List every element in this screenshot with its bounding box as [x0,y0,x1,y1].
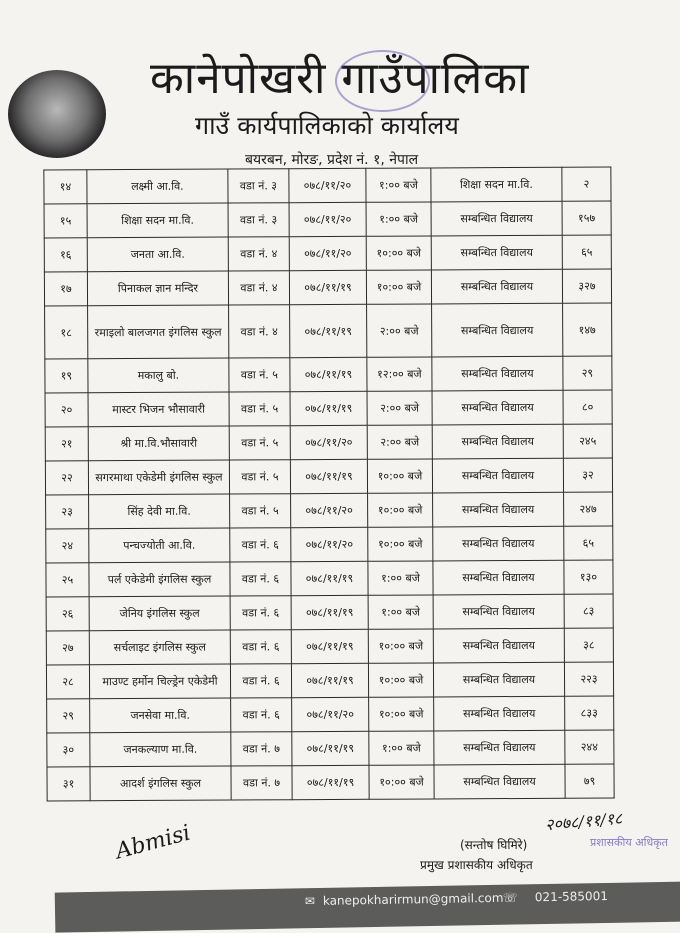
cell-school: आदर्श इंगलिस स्कुल [90,766,231,801]
cell-ward: वडा नं. ४ [228,271,289,305]
table-row [46,594,613,631]
cell-ward: वडा नं. ४ [229,305,290,358]
cell-school: पिनाकल ज्ञान मन्दिर [87,271,228,306]
cell-count: २४५ [563,424,612,458]
cell-school: सिंह देवी मा.वि. [89,494,230,529]
cell-school: जनकल्याण मा.वि. [90,732,231,767]
cell-time: १०:०० बजे [369,697,434,731]
cell-count: ८३ [564,594,613,628]
cell-ward: वडा नं. ५ [229,426,290,460]
cell-ward: वडा नं. ४ [228,237,289,271]
phone-icon: ☏ [502,890,518,905]
cell-count: २९ [563,356,612,390]
table-row [44,235,611,272]
cell-time: १०:०० बजे [366,236,431,270]
email-icon: ✉ [304,894,316,909]
cell-date: ०७८/११/१९ [289,270,366,304]
cell-date: ०७८/११/२० [289,168,366,202]
footer-email: kanepokharirmun@gmail.com [322,890,504,908]
cell-venue: सम्बन्धित विद्यालय [432,356,563,391]
cell-count: ६५ [564,526,613,560]
cell-count: १५७ [562,201,611,235]
cell-venue: सम्बन्धित विद्यालय [434,696,565,731]
cell-sn: २३ [46,495,89,529]
cell-sn: १६ [44,238,87,272]
cell-count: ८० [563,390,612,424]
table-row [44,201,611,238]
cell-venue: सम्बन्धित विद्यालय [432,390,563,425]
table-row [47,696,614,733]
office-stamp [335,50,430,112]
right-signature: २०७८/११/१८ [544,808,624,835]
cell-time: १:०० बजे [366,168,431,202]
cell-count: ३२ [563,458,612,492]
table-row [46,662,613,699]
cell-date: ०७८/११/१९ [291,663,368,697]
cell-time: १०:०० बजे [368,663,433,697]
cell-date: ०७८/११/२० [289,202,366,236]
cell-count: ३८ [564,628,613,662]
table-row [46,628,613,665]
cell-count: ७९ [565,764,614,798]
cell-date: ०७८/११/२० [292,697,369,731]
cell-school: माउण्ट हर्मोन चिल्ड्रेन एकेडेमी [89,664,230,699]
cell-school: जेनिय इंगलिस स्कुल [89,596,230,631]
cell-ward: वडा नं. ५ [229,392,290,426]
cell-school: मास्टर भिजन भौसावारी [88,392,229,427]
cell-ward: वडा नं. ५ [229,358,290,392]
cell-venue: सम्बन्धित विद्यालय [433,526,564,561]
cell-time: १०:०० बजे [368,629,433,663]
schedule-table [43,167,614,802]
cell-venue: सम्बन्धित विद्यालय [433,594,564,629]
cell-count: २ [562,167,611,201]
cell-school: सर्चलाइट इंगलिस स्कुल [89,630,230,665]
cell-sn: २५ [46,563,89,597]
cell-count: १३० [564,560,613,594]
cell-date: ०७८/११/१९ [290,391,367,425]
cell-sn: १८ [45,306,88,359]
cell-ward: वडा नं. ७ [231,766,292,800]
cell-sn: ३० [47,733,90,767]
cell-time: १२:०० बजे [367,357,432,391]
footer-phone: 021-585001 [534,888,609,905]
cell-count: ६५ [562,235,611,269]
table-row [45,356,612,393]
cell-sn: २४ [46,529,89,563]
cell-time: १:०० बजे [369,731,434,765]
cell-date: ०७८/११/१९ [291,561,368,595]
cell-venue: शिक्षा सदन मा.वि. [431,167,562,202]
cell-sn: २८ [46,665,89,699]
cell-venue: सम्बन्धित विद्यालय [432,303,563,357]
cell-sn: २० [45,393,88,427]
cell-time: १०:०० बजे [368,527,433,561]
table-row [45,303,612,359]
cell-time: १०:०० बजे [369,765,434,799]
cell-date: ०७८/११/१९ [291,629,368,663]
cell-ward: वडा नं. ६ [231,698,292,732]
signer-name: (सन्तोष घिमिरे) [460,838,528,852]
cell-sn: २६ [46,597,89,631]
cell-sn: १९ [45,359,88,393]
table-row [45,390,612,427]
cell-sn: २९ [47,699,90,733]
cell-date: ०७८/११/१९ [292,765,369,799]
cell-date: ०७८/११/२० [291,527,368,561]
cell-school: श्री मा.वि.भौसावारी [88,426,229,461]
cell-date: ०७८/११/१९ [290,304,367,357]
cell-date: ०७८/११/२० [291,493,368,527]
cell-venue: सम्बन्धित विद्यालय [433,662,564,697]
cell-time: १०:०० बजे [367,459,432,493]
cell-ward: वडा नं. ६ [230,562,291,596]
cell-sn: १५ [44,204,87,238]
table-row [45,424,612,461]
cell-ward: वडा नं. ३ [228,203,289,237]
cell-time: १०:०० बजे [366,270,431,304]
cell-ward: वडा नं. ६ [230,596,291,630]
cell-venue: सम्बन्धित विद्यालय [433,560,564,595]
cell-sn: १७ [44,272,87,306]
cell-date: ०७८/११/१९ [292,731,369,765]
cell-count: २२३ [564,662,613,696]
cell-time: २:०० बजे [367,391,432,425]
table-row [46,492,613,529]
officer-stamp: प्रशासकीय अधिकृत [590,836,668,849]
cell-venue: सम्बन्धित विद्यालय [433,628,564,663]
cell-ward: वडा नं. ५ [230,494,291,528]
cell-time: १०:०० बजे [368,493,433,527]
municipality-title: कानेपोखरी गाउँपालिका [150,53,530,104]
table-row [47,764,614,801]
cell-time: २:०० बजे [367,304,432,357]
cell-school: सगरमाथा एकेडेमी इंगलिस स्कुल [88,460,229,495]
cell-date: ०७८/११/१९ [291,595,368,629]
cell-date: ०७८/११/२० [289,236,366,270]
cell-time: १:०० बजे [366,202,431,236]
cell-count: ३२७ [562,269,611,303]
cell-date: ०७८/११/१९ [290,459,367,493]
signer-position: प्रमुख प्रशासकीय अधिकृत [420,858,533,872]
cell-ward: वडा नं. ३ [228,169,289,203]
cell-ward: वडा नं. ६ [230,528,291,562]
table-row [44,167,611,204]
cell-ward: वडा नं. ६ [230,664,291,698]
left-signature: Abmisi [113,820,194,865]
cell-count: १४७ [563,303,612,356]
cell-school: मकालु बो. [88,358,229,393]
cell-sn: ३१ [47,767,90,801]
cell-sn: २७ [46,631,89,665]
table-row [46,560,613,597]
cell-count: २४७ [564,492,613,526]
nepal-government-emblem [8,70,106,158]
cell-sn: १४ [44,170,87,204]
cell-count: २४४ [565,730,614,764]
cell-school: शिक्षा सदन मा.वि. [87,203,228,238]
cell-venue: सम्बन्धित विद्यालय [432,424,563,459]
cell-venue: सम्बन्धित विद्यालय [431,201,562,236]
cell-date: ०७८/११/१९ [290,357,367,391]
cell-time: २:०० बजे [367,425,432,459]
cell-venue: सम्बन्धित विद्यालय [431,235,562,270]
table-row [45,458,612,495]
cell-venue: सम्बन्धित विद्यालय [434,764,565,799]
cell-time: १:०० बजे [368,595,433,629]
cell-school: जनता आ.वि. [87,237,228,272]
cell-date: ०७८/११/२० [290,425,367,459]
cell-time: १:०० बजे [368,561,433,595]
table-row [47,730,614,767]
cell-sn: २२ [45,461,88,495]
cell-count: ८३३ [565,696,614,730]
table-row [44,269,611,306]
footer-bar [55,881,680,932]
cell-sn: २१ [45,427,88,461]
cell-ward: वडा नं. ७ [231,732,292,766]
cell-venue: सम्बन्धित विद्यालय [434,730,565,765]
table-row [46,526,613,563]
cell-school: रमाइलो बालजगत इंगलिस स्कुल [88,305,229,359]
cell-school: पन्चज्योती आ.वि. [89,528,230,563]
cell-ward: वडा नं. ५ [229,460,290,494]
cell-venue: सम्बन्धित विद्यालय [431,269,562,304]
cell-school: लक्ष्मी आ.वि. [87,169,228,204]
cell-school: जनसेवा मा.वि. [90,698,231,733]
cell-venue: सम्बन्धित विद्यालय [432,458,563,493]
cell-school: पर्ल एकेडेमी इंगलिस स्कुल [89,562,230,597]
office-address: बयरबन, मोरङ, प्रदेश नं. १, नेपाल [245,152,419,168]
office-subtitle: गाउँ कार्यपालिकाको कार्यालय [195,111,459,140]
cell-ward: वडा नं. ६ [230,630,291,664]
cell-venue: सम्बन्धित विद्यालय [433,492,564,527]
